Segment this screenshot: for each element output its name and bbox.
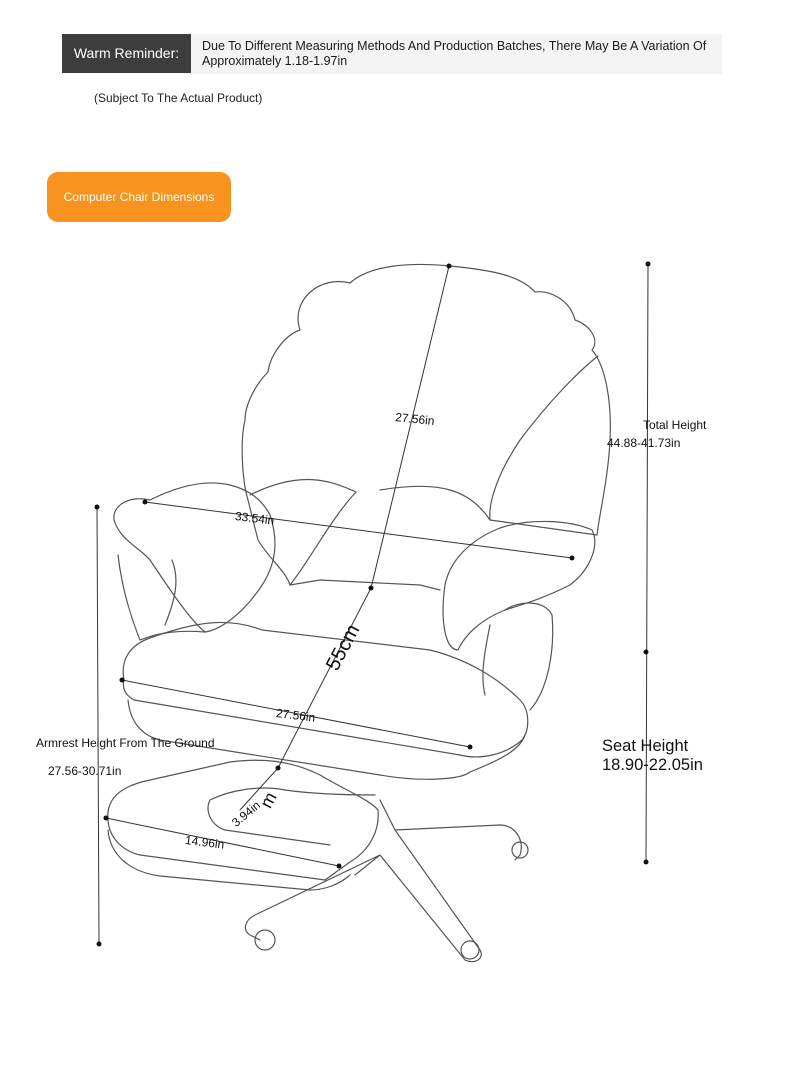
armrest-height-label: Armrest Height From The Ground [36,736,215,750]
armrest-width-line [145,502,572,558]
left-armrest [114,483,275,632]
reminder-text: Due To Different Measuring Methods And Production Batches, There May Be A Variation Of Approximately 1.18-1.97in [202,39,707,68]
footrest-cm-mark: m [256,788,281,812]
backrest-height-line [371,266,449,588]
section-title-pill: Computer Chair Dimensions [47,172,231,222]
armrest-height-value: 27.56-30.71in [48,764,122,778]
seat-height-label: Seat Height [602,737,689,755]
chair-base [245,800,521,962]
seat-center-line [278,588,371,768]
backrest-height-label: 27.56in [394,410,436,429]
armrest-height-line [97,507,99,944]
footrest-depth-label: 3.94in [229,797,264,830]
total-height-value: 44.88-41.73in [607,436,681,450]
caster-front [461,941,479,959]
right-armrest [443,521,595,650]
seat-height-value: 18.90-22.05in [602,756,703,774]
footrest-width-label: 14.96in [184,833,226,852]
seat-center-label: 55cm [322,620,365,675]
total-height-label: Total Height [643,418,707,432]
subject-note: (Subject To The Actual Product) [94,91,263,105]
seat-depth-label: 27.56in [275,706,317,725]
armrest-width-label: 33.54in [234,509,276,528]
reminder-tag: Warm Reminder: [62,34,191,73]
caster-left [255,930,275,950]
